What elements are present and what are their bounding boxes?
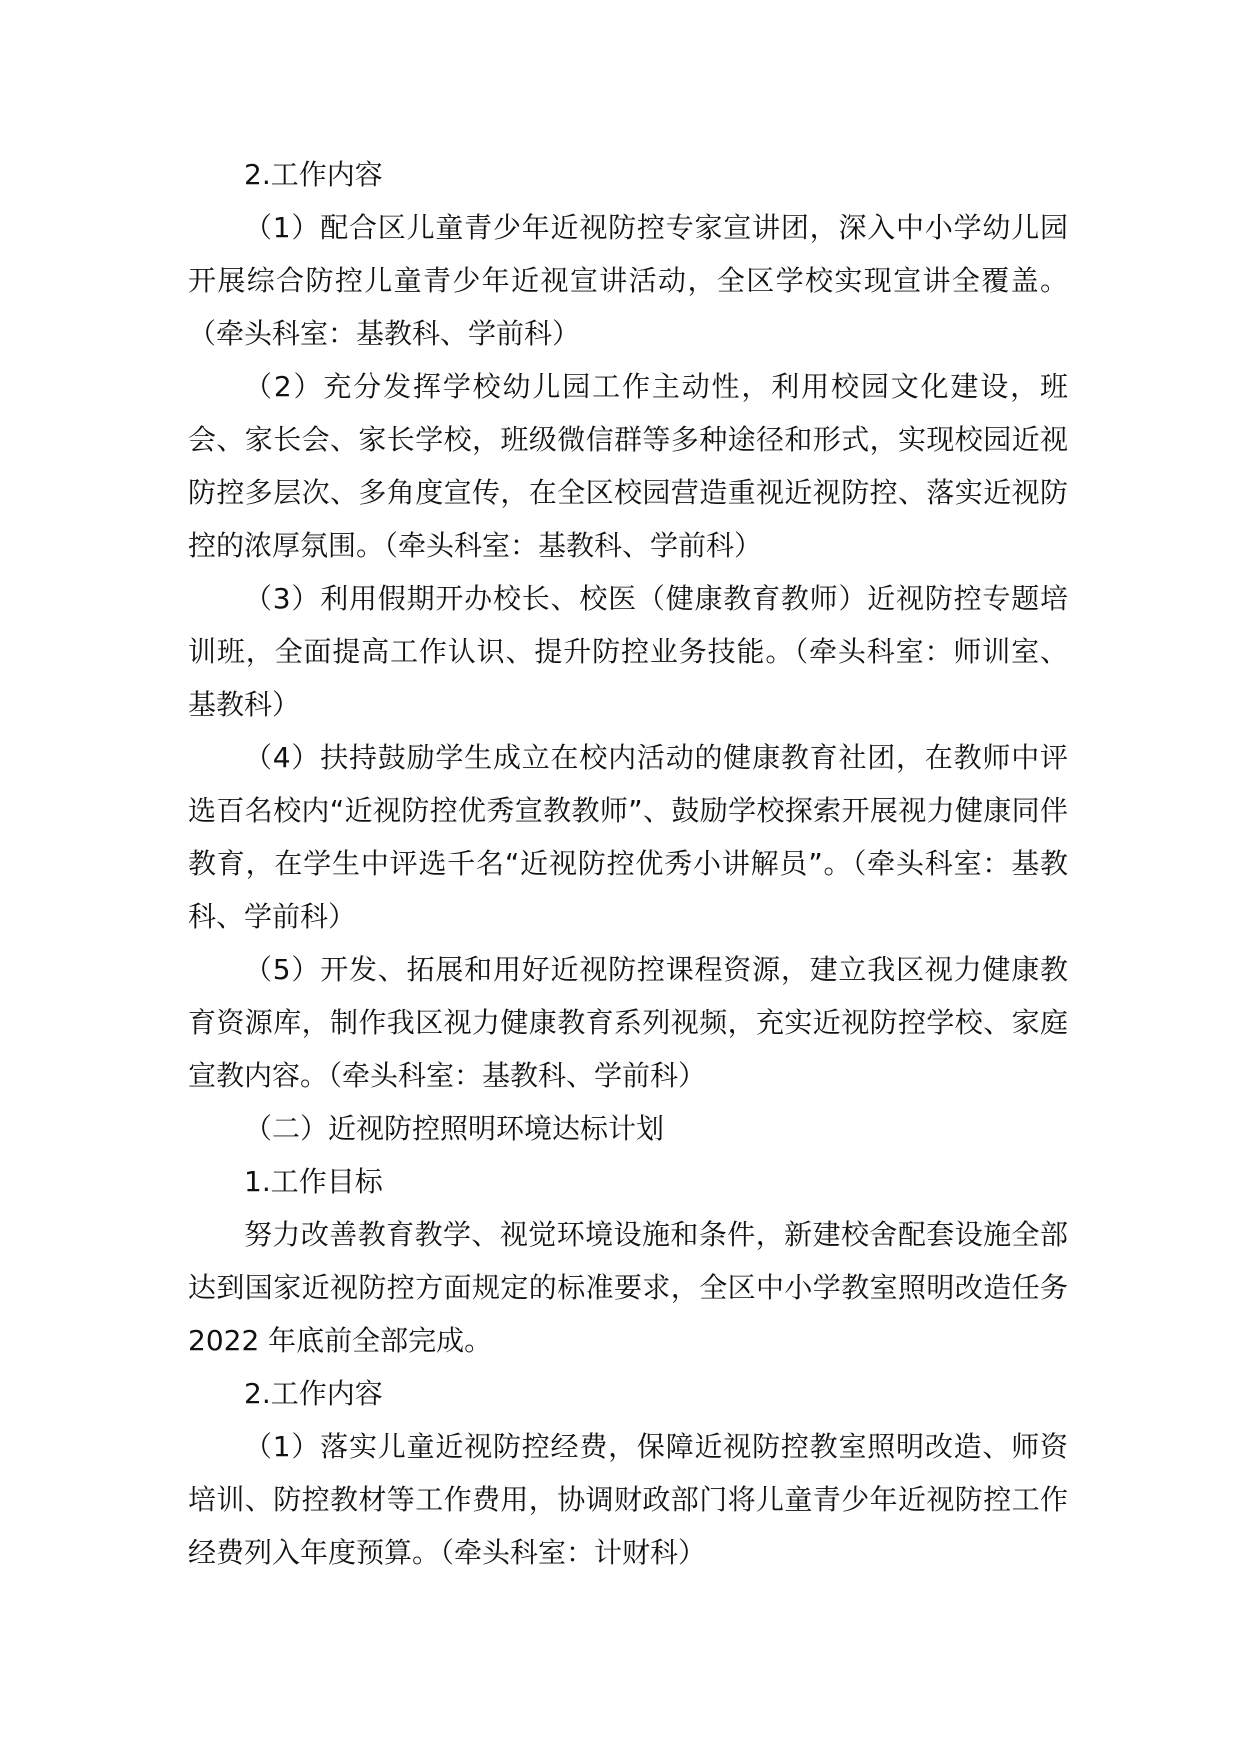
paragraph-item-2: （2）充分发挥学校幼儿园工作主动性，利用校园文化建设，班会、家长会、家长学校，班级微信群等多种途径和形式，实现校园近视防控多层次、多角度宣传，在全区校园营造重视近视防控、落实近视防控的浓厚氛围。（牵头科室：基教科、学前科） [188,370,1068,562]
paragraph-item-4: （4）扶持鼓励学生成立在校内活动的健康教育社团，在教师中评选百名校内“近视防控优秀宣教教师”、鼓励学校探索开展视力健康同伴教育，在学生中评选千名“近视防控优秀小讲解员”。（牵头科室：基教科、学前科） [188,741,1068,933]
section-heading-work-content-2: 2.工作内容 [244,1377,383,1410]
paragraph-item-funding: （1）落实儿童近视防控经费，保障近视防控教室照明改造、师资培训、防控教材等工作费用，协调财政部门将儿童青少年近视防控工作经费列入年度预算。（牵头科室：计财科） [188,1430,1068,1569]
section-heading-work-content: 2.工作内容 [244,158,383,191]
section-heading-lighting-plan: （二）近视防控照明环境达标计划 [244,1112,665,1145]
paragraph-item-1: （1）配合区儿童青少年近视防控专家宣讲团，深入中小学幼儿园开展综合防控儿童青少年近视宣讲活动，全区学校实现宣讲全覆盖。（牵头科室：基教科、学前科） [188,211,1068,350]
paragraph-item-5: （5）开发、拓展和用好近视防控课程资源，建立我区视力健康教育资源库，制作我区视力健康教育系列视频，充实近视防控学校、家庭宣教内容。（牵头科室：基教科、学前科） [188,953,1068,1092]
section-heading-work-goal: 1.工作目标 [244,1165,383,1198]
paragraph-goal-text: 努力改善教育教学、视觉环境设施和条件，新建校舍配套设施全部达到国家近视防控方面规定的标准要求，全区中小学教室照明改造任务 2022 年底前全部完成。 [188,1218,1068,1357]
document-body [188,148,1068,1579]
paragraph-item-3: （3）利用假期开办校长、校医（健康教育教师）近视防控专题培训班，全面提高工作认识、提升防控业务技能。（牵头科室：师训室、基教科） [188,582,1068,721]
